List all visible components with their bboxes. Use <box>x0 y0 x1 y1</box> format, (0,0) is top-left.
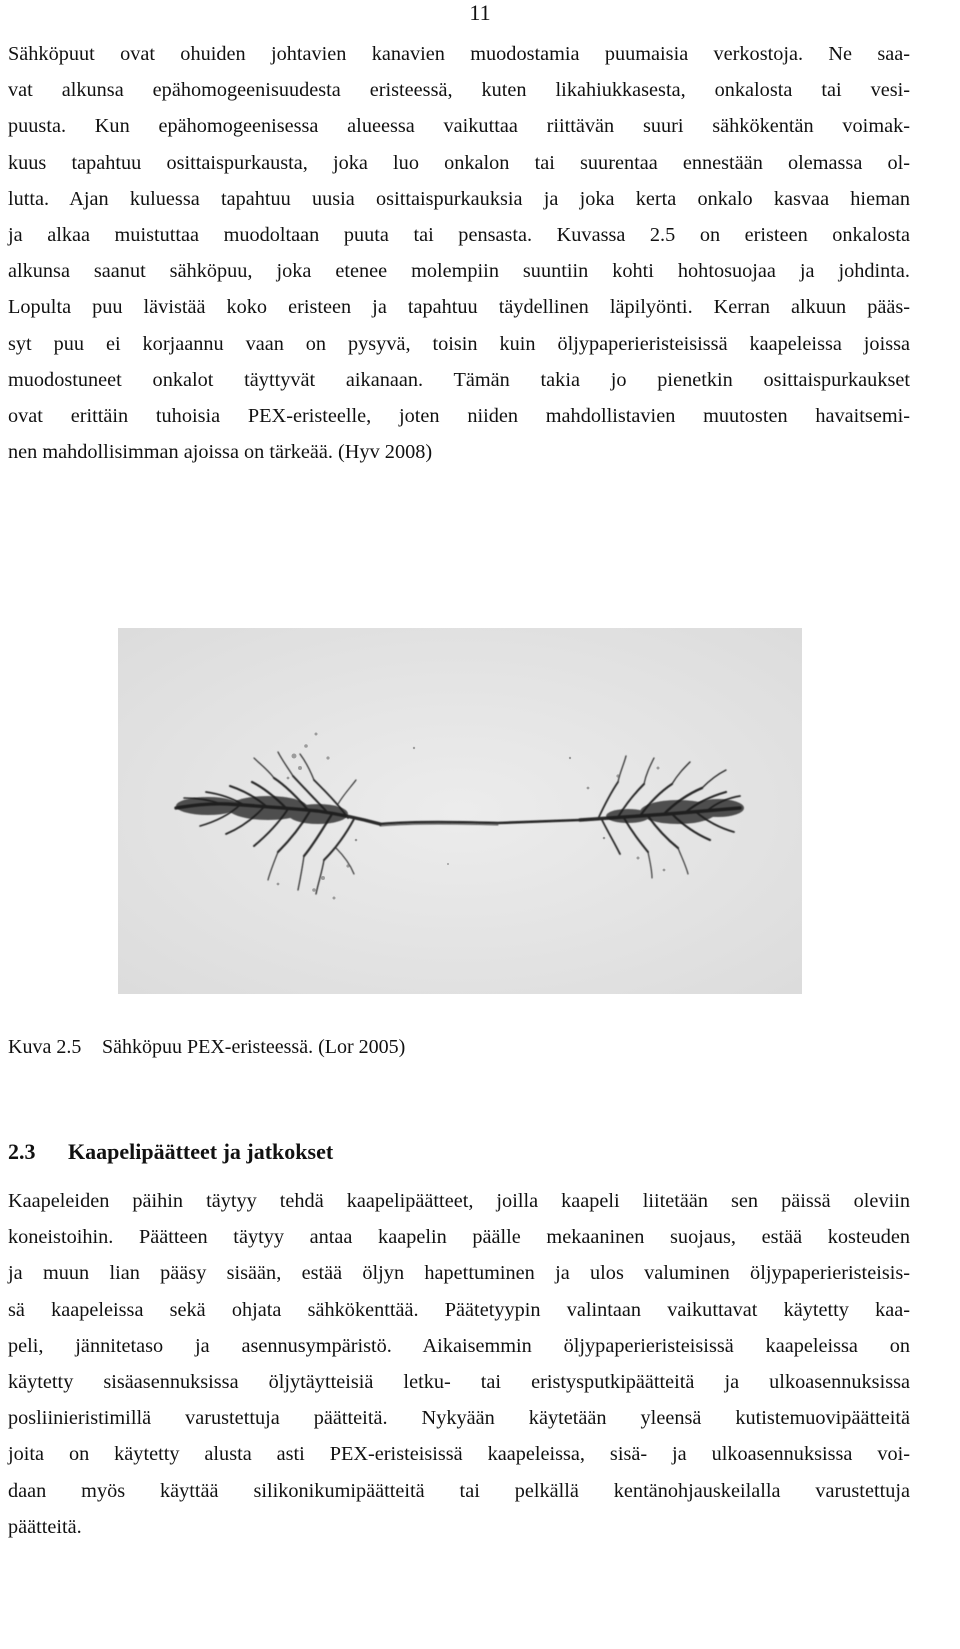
paragraph-line: sä kaapeleissa sekä ohjata sähkökenttää. Päätetyypin valintaan vaikuttavat käytetty kaa- <box>8 1298 910 1321</box>
section-number: 2.3 <box>8 1139 36 1164</box>
paragraph-line: ovat erittäin tuhoisia PEX-eristeelle, joten niiden mahdollistavien muutosten havaitsemi- <box>8 405 910 428</box>
electrical-tree-illustration <box>118 628 802 994</box>
paragraph-line: syt puu ei korjaannu vaan on pysyvä, toisin kuin öljypaperieristeisissä kaapeleissa joissa <box>8 332 910 355</box>
paragraph-line: Kaapeleiden päihin täytyy tehdä kaapelipäätteet, joilla kaapeli liitetään sen päissä oleviin <box>8 1190 910 1212</box>
paragraph-line: ja alkaa muistuttaa muodoltaan puuta tai pensasta. Kuvassa 2.5 on eristeen onkalosta <box>8 224 910 247</box>
paragraph-line: Sähköpuut ovat ohuiden johtavien kanavien muodostamia puumaisia verkostoja. Ne saa- <box>8 43 910 65</box>
paragraph-line: joita on käytetty alusta asti PEX-eristeisissä kaapeleissa, sisä- ja ulkoasennuksissa voi- <box>8 1443 910 1466</box>
paragraph-line: lutta. Ajan kuluessa tapahtuu uusia osittaispurkauksia ja joka kerta onkalo kasvaa hieman <box>8 187 910 210</box>
paragraph-line: daan myös käyttää silikonikumipäätteitä tai pelkällä kentänohjauskeilalla varustettuja <box>8 1479 910 1502</box>
section-heading <box>8 1136 333 1168</box>
figure-caption-number: Kuva 2.5 <box>8 1036 82 1058</box>
section-title: Kaapelipäätteet ja jatkokset <box>68 1139 334 1164</box>
electrical-tree-photo <box>118 628 802 994</box>
paragraph-line: posliinieristimillä varustettuja päätteitä. Nykyään käytetään yleensä kutistemuovipäätteitä <box>8 1407 910 1430</box>
paragraph-line: Lopulta puu lävistää koko eristeen ja tapahtuu täydellinen läpilyönti. Kerran alkuun pääs- <box>8 296 910 319</box>
paragraph-line: koneistoihin. Päätteen täytyy antaa kaapelin päälle mekaaninen suojaus, estää kosteuden <box>8 1226 910 1249</box>
paragraph-line: vat alkunsa epähomogeenisuudesta eristeessä, kuten likahiukkasesta, onkalosta tai vesi- <box>8 79 910 102</box>
body-paragraph-cable-terminations <box>8 1183 910 1545</box>
body-paragraph-electrical-trees <box>8 36 910 470</box>
paragraph-line: nen mahdollisimman ajoissa on tärkeää. (Hyv 2008) <box>8 441 433 464</box>
paragraph-line: käytetty sisäasennuksissa öljytäytteisiä letku- tai eristysputkipäätteitä ja ulkoasennuksissa <box>8 1371 910 1394</box>
paragraph-line: päätteitä. <box>8 1515 82 1538</box>
paragraph-line: ja muun lian pääsy sisään, estää öljyn hapettuminen ja ulos valuminen öljypaperieristeisis- <box>8 1262 910 1285</box>
figure-caption-text: Sähköpuu PEX-eristeessä. (Lor 2005) <box>102 1036 406 1058</box>
page-number: 11 <box>469 0 491 25</box>
paragraph-line: peli, jännitetaso ja asennusympäristö. Aikaisemmin öljypaperieristeisissä kaapeleissa on <box>8 1334 910 1357</box>
figure-caption <box>8 1032 405 1062</box>
paragraph-line: kuus tapahtuu osittaispurkausta, joka luo onkalon tai suurentaa ennestään olemassa ol- <box>8 151 910 174</box>
paragraph-line: puusta. Kun epähomogeenisessa alueessa vaikuttaa riittävän suuri sähkökentän voimak- <box>8 115 910 138</box>
paragraph-line: alkunsa saanut sähköpuu, joka etenee molempiin suuntiin kohti hohtosuojaa ja johdinta. <box>8 260 910 283</box>
paragraph-line: muodostuneet onkalot täyttyvät aikanaan. Tämän takia jo pienetkin osittaispurkaukset <box>8 368 910 391</box>
